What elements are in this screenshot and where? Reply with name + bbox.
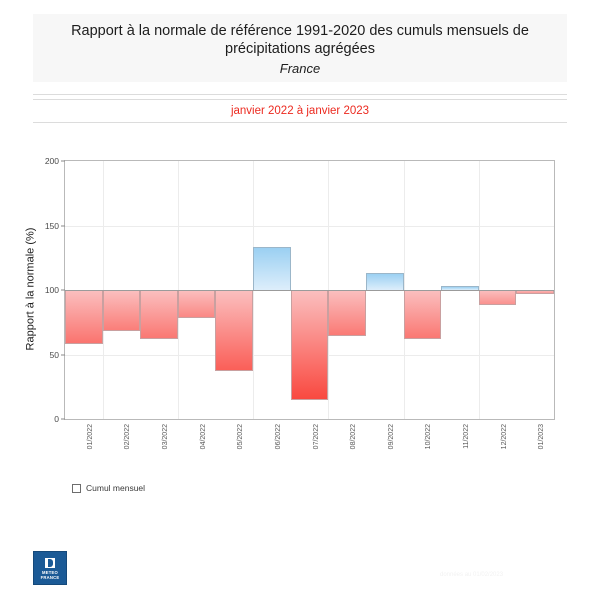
x-axis-tick-label: 12/2022 [500,424,508,450]
chart-container [0,140,600,520]
x-axis-tick-label: 01/2022 [86,424,94,450]
page-title [37,22,563,58]
x-axis-tick-label: 11/2022 [462,424,470,449]
x-axis-tick-label: 05/2022 [237,424,245,450]
page-title-line1: Rapport à la normale de référence 1991-2020 des cumuls mensuels [71,23,509,39]
logo-text-line2: FRANCE [40,575,60,580]
x-axis-tick-label: 06/2022 [274,424,282,450]
bar-06-2022[interactable] [253,247,291,290]
x-axis-tick-label: 08/2022 [350,424,358,450]
bar-02-2022[interactable] [103,290,141,331]
divider-period-bottom [33,122,567,123]
x-axis-tick-label: 09/2022 [387,424,395,450]
x-axis-tick-label: 01/2023 [538,424,546,450]
bar-09-2022[interactable] [366,273,404,290]
y-axis-tick-label: 0 [54,414,59,424]
period-label: janvier 2022 à janvier 2023 [230,105,370,117]
bar-05-2022[interactable] [215,290,253,371]
x-axis-tick-label: 02/2022 [124,424,132,450]
logo-text-line1: METEO [42,569,58,575]
y-axis-tick-label: 50 [49,349,59,360]
divider-top [33,94,567,95]
legend-swatch-icon [72,484,81,493]
x-axis-tick-label: 07/2022 [312,424,320,450]
bar-12-2022[interactable] [479,290,517,305]
normal-baseline [65,290,554,291]
y-axis-title [22,160,38,418]
meteo-france-mark-icon [45,558,55,568]
y-axis-tick-label: 200 [44,156,59,166]
bar-04-2022[interactable] [178,290,216,318]
page-title-line2: de précipitations agrégées [225,23,529,58]
bar-01-2022[interactable] [65,290,103,344]
footer-note: données au 01/02/2023 [440,572,504,578]
page-subtitle-region: France [279,61,321,77]
x-axis-tick-label: 03/2022 [162,424,170,450]
period-band [33,100,567,122]
legend-label: Cumul mensuel [86,483,146,493]
bar-08-2022[interactable] [328,290,366,336]
plot-area [44,156,555,450]
y-axis-title-text: Rapport à la normale (%) [24,227,37,351]
chart-legend [72,483,145,493]
y-axis-tick-label: 150 [44,220,59,231]
meteo-france-logo [33,551,67,585]
x-axis-tick-label: 04/2022 [199,424,207,450]
x-axis-tick-label: 10/2022 [425,424,433,450]
chart-title-band [33,14,567,82]
bar-03-2022[interactable] [140,290,178,339]
bar-07-2022[interactable] [291,290,329,400]
bar-10-2022[interactable] [404,290,442,339]
y-axis-tick-label: 100 [44,285,59,295]
